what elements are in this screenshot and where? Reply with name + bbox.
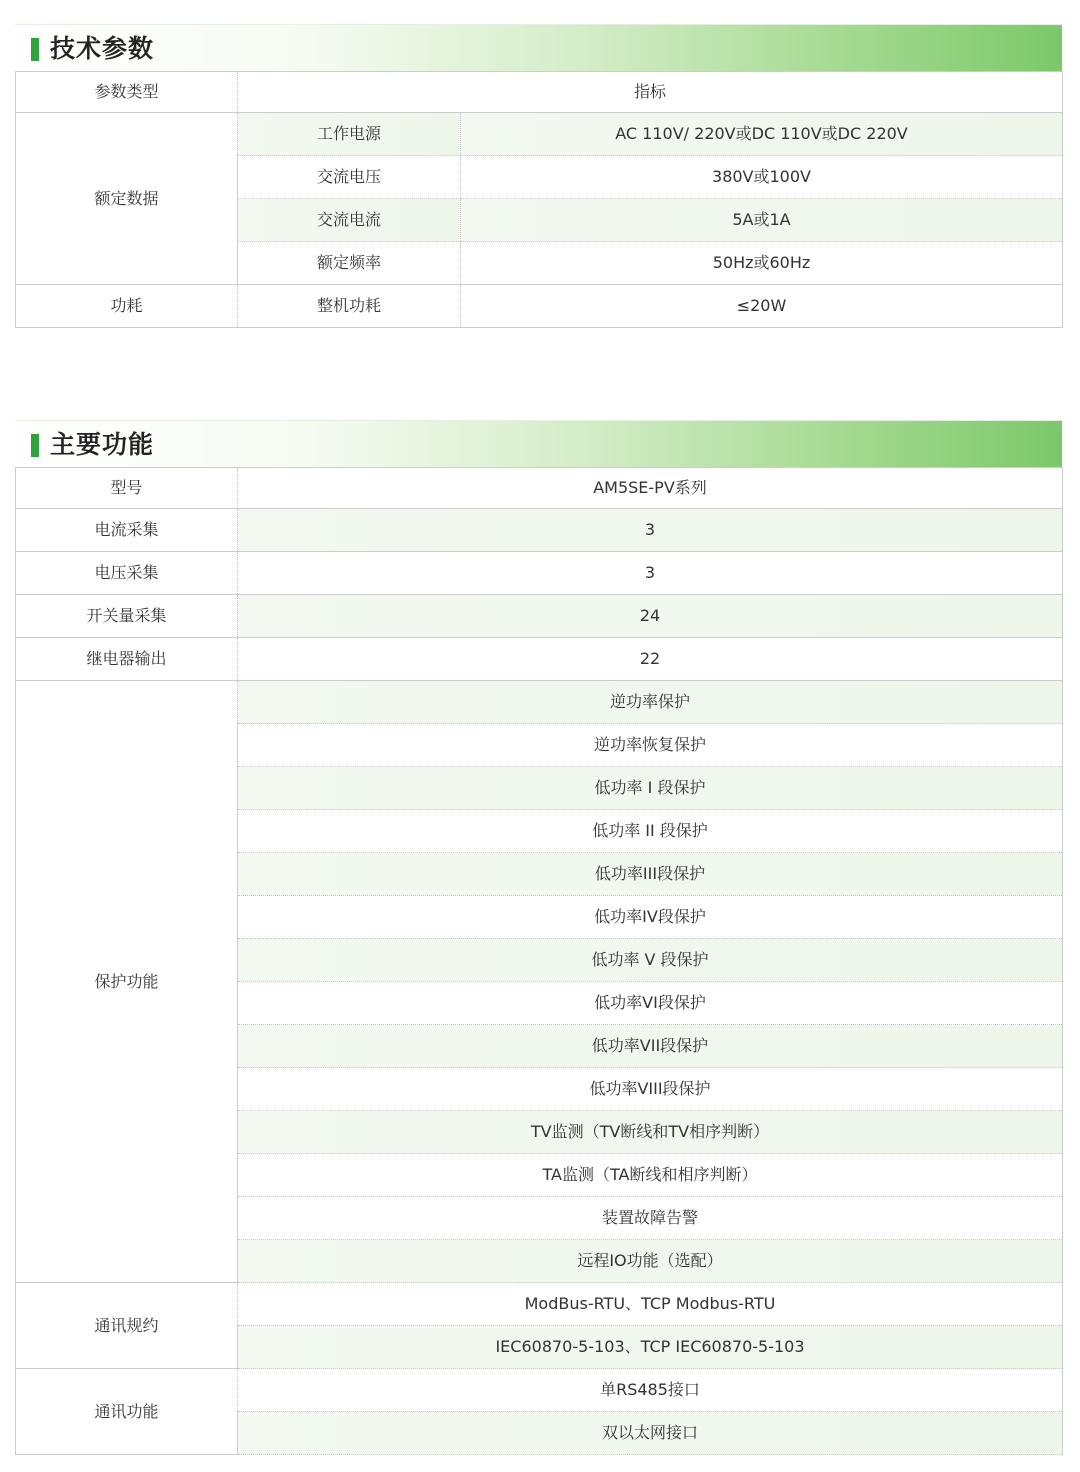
row-label: 开关量采集 bbox=[16, 595, 238, 638]
row-value: AM5SE-PV系列 bbox=[238, 468, 1063, 509]
protection-item: 低功率VI段保护 bbox=[238, 982, 1063, 1025]
row-value: 3 bbox=[238, 509, 1063, 552]
main-functions-table bbox=[15, 467, 1063, 1455]
protection-item: TV监测（TV断线和TV相序判断） bbox=[238, 1111, 1063, 1154]
power-label: 功耗 bbox=[16, 285, 238, 328]
table-row bbox=[16, 595, 1063, 638]
protection-item: 远程IO功能（选配） bbox=[238, 1240, 1063, 1283]
table-row bbox=[16, 72, 1063, 113]
row-value: 22 bbox=[238, 638, 1063, 681]
protection-label: 保护功能 bbox=[16, 681, 238, 1283]
protection-item: 低功率VII段保护 bbox=[238, 1025, 1063, 1068]
row-label: 电流采集 bbox=[16, 509, 238, 552]
rated-group-label: 额定数据 bbox=[16, 113, 238, 285]
param-value-cell: ≤20W bbox=[461, 285, 1063, 328]
main-functions-header bbox=[15, 420, 1062, 467]
protection-item: 低功率 II 段保护 bbox=[238, 810, 1063, 853]
param-name-cell: 整机功耗 bbox=[238, 285, 461, 328]
protocol-item: ModBus-RTU、TCP Modbus-RTU bbox=[238, 1283, 1063, 1326]
protection-item: 低功率 I 段保护 bbox=[238, 767, 1063, 810]
comm-item: 单RS485接口 bbox=[238, 1369, 1063, 1412]
tech-params-section bbox=[15, 24, 1062, 328]
table-row bbox=[16, 1283, 1063, 1326]
row-value: 24 bbox=[238, 595, 1063, 638]
table-row bbox=[16, 638, 1063, 681]
param-value-cell: 380V或100V bbox=[461, 156, 1063, 199]
param-name-cell: 额定频率 bbox=[238, 242, 461, 285]
table-row bbox=[16, 509, 1063, 552]
comm-label: 通讯功能 bbox=[16, 1369, 238, 1455]
protection-item: TA监测（TA断线和相序判断） bbox=[238, 1154, 1063, 1197]
section-marker-icon bbox=[31, 38, 39, 61]
table-row bbox=[16, 1369, 1063, 1412]
main-functions-title: 主要功能 bbox=[50, 430, 155, 459]
tech-params-title: 技术参数 bbox=[50, 34, 155, 63]
row-label: 电压采集 bbox=[16, 552, 238, 595]
comm-item: 双以太网接口 bbox=[238, 1412, 1063, 1455]
protection-item: 装置故障告警 bbox=[238, 1197, 1063, 1240]
table-row bbox=[16, 681, 1063, 724]
header-type-cell: 参数类型 bbox=[16, 72, 238, 113]
tech-params-header bbox=[15, 24, 1062, 71]
protocol-item: IEC60870-5-103、TCP IEC60870-5-103 bbox=[238, 1326, 1063, 1369]
protection-item: 低功率IV段保护 bbox=[238, 896, 1063, 939]
protection-item: 低功率 V 段保护 bbox=[238, 939, 1063, 982]
row-label: 继电器输出 bbox=[16, 638, 238, 681]
param-name-cell: 交流电流 bbox=[238, 199, 461, 242]
protocol-label: 通讯规约 bbox=[16, 1283, 238, 1369]
table-row bbox=[16, 285, 1063, 328]
table-row bbox=[16, 113, 1063, 156]
row-value: 3 bbox=[238, 552, 1063, 595]
param-name-cell: 工作电源 bbox=[238, 113, 461, 156]
section-marker-icon bbox=[31, 434, 39, 457]
main-functions-section bbox=[15, 420, 1062, 1455]
table-row bbox=[16, 468, 1063, 509]
param-name-cell: 交流电压 bbox=[238, 156, 461, 199]
protection-item: 低功率III段保护 bbox=[238, 853, 1063, 896]
protection-item: 低功率VIII段保护 bbox=[238, 1068, 1063, 1111]
tech-params-table bbox=[15, 71, 1063, 328]
param-value-cell: 50Hz或60Hz bbox=[461, 242, 1063, 285]
protection-item: 逆功率保护 bbox=[238, 681, 1063, 724]
param-value-cell: AC 110V/ 220V或DC 110V或DC 220V bbox=[461, 113, 1063, 156]
table-row bbox=[16, 552, 1063, 595]
protection-item: 逆功率恢复保护 bbox=[238, 724, 1063, 767]
param-value-cell: 5A或1A bbox=[461, 199, 1063, 242]
header-value-cell: 指标 bbox=[238, 72, 1063, 113]
row-label: 型号 bbox=[16, 468, 238, 509]
